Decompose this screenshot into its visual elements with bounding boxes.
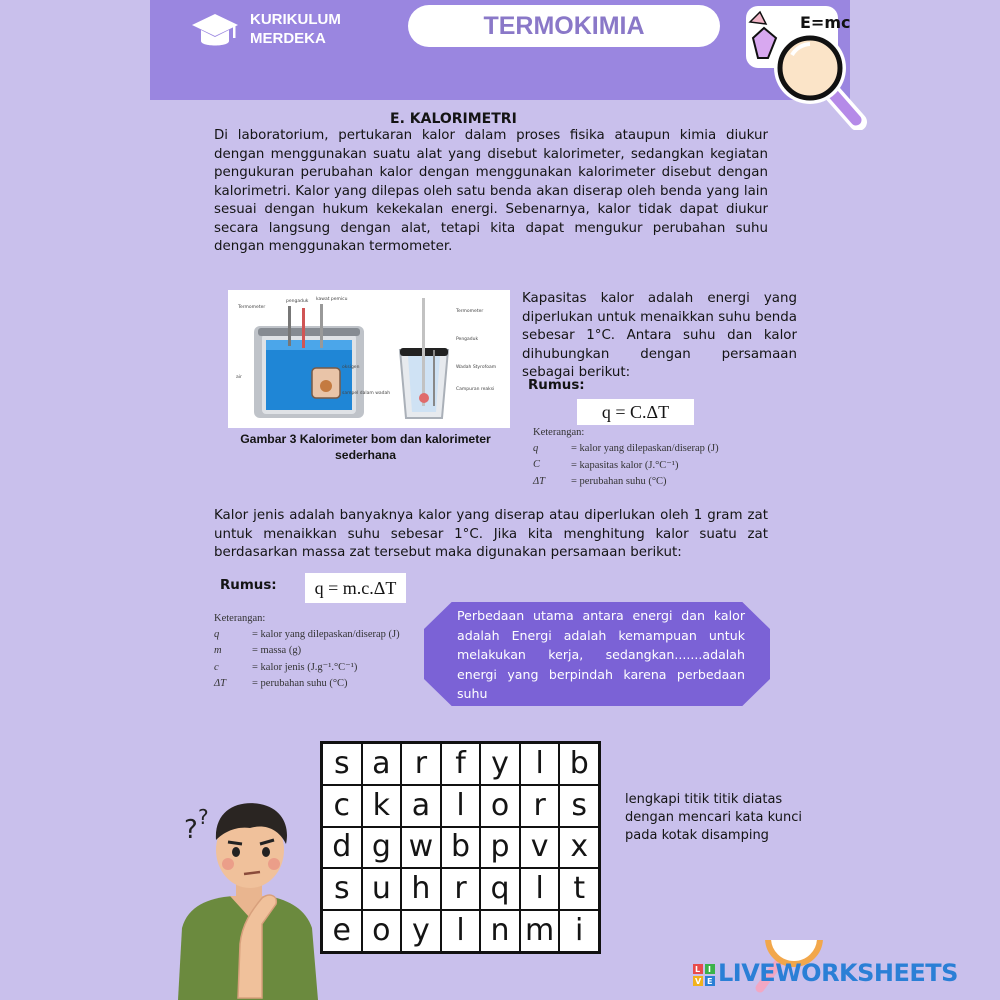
grid-cell[interactable]: a	[362, 743, 402, 785]
grid-cell[interactable]: h	[401, 868, 441, 910]
grid-cell[interactable]: f	[441, 743, 481, 785]
grid-cell[interactable]: l	[520, 743, 560, 785]
legend-description: = kalor yang dilepaskan/diserap (J)	[571, 442, 719, 454]
word-search-instruction: lengkapi titik titik diatas dengan mencari kata kunci pada kotak disamping	[625, 792, 803, 843]
brand-line-2: MERDEKA	[250, 30, 326, 47]
legend-symbol: ΔT	[533, 475, 546, 487]
grid-cell[interactable]: r	[401, 743, 441, 785]
liveworksheets-wordmark: LIVEWORKSHEETS	[718, 959, 958, 987]
brand-name	[250, 10, 341, 48]
legend-description: = massa (g)	[252, 645, 302, 657]
heat-capacity-paragraph: Kapasitas kalor adalah energi yang diperlukan untuk menaikkan suhu benda sebesar 1°C. Antara suhu dan kalor dihubungkan dengan persamaan sebagai berikut:	[522, 291, 797, 380]
section-title: E. KALORIMETRI	[390, 111, 517, 127]
specific-heat-legend	[214, 613, 400, 692]
legend-symbol: C	[533, 459, 541, 471]
figure-label: pengaduk	[286, 299, 309, 304]
grid-cell[interactable]: s	[322, 743, 362, 785]
intro-paragraph: Di laboratorium, pertukaran kalor dalam proses fisika ataupun kimia diukur dengan menggunakan suatu alat yang disebut kalorimeter, sedangkan kegiatan pengukuran perubahan kalor dengan menggunakan kalorimeter disebut dengan kalorimetri. Kalor yang dilepas oleh satu benda akan diserap oleh benda yang lain sesuai dengan hukum kekekalan energi. Sebenarnya, kalor tidak dapat diukur secara langsung dengan alat, tetapi kita dapat mengukur perubahan suhu dengan menggunakan termometer.	[214, 128, 768, 254]
formula-label: Rumus:	[528, 378, 585, 393]
grid-cell[interactable]: y	[480, 743, 520, 785]
legend-symbol: q	[533, 442, 539, 454]
heat-capacity-legend	[533, 427, 719, 490]
graduation-cap-icon	[190, 8, 240, 54]
grid-cell[interactable]: g	[362, 827, 402, 869]
logo-badge-letter: E	[707, 977, 713, 986]
question-callout-text: Perbedaan utama antara energi dan kalor adalah Energi adalah kemampuan untuk melakukan kerja, sedangkan.......adalah energi yang berpindah karena perbedaan suhu	[457, 608, 745, 701]
grid-cell[interactable]: b	[559, 743, 599, 785]
figure-label: Termometer	[456, 309, 484, 314]
grid-cell[interactable]: m	[520, 910, 560, 952]
figure-label: Wadah Styrofoam	[456, 365, 497, 370]
grid-cell[interactable]: o	[480, 785, 520, 827]
grid-cell[interactable]: s	[559, 785, 599, 827]
figure-label: air	[236, 375, 242, 380]
magnifier-sticker-icon	[728, 0, 878, 130]
grid-cell[interactable]: q	[480, 868, 520, 910]
grid-cell[interactable]: d	[322, 827, 362, 869]
grid-cell[interactable]: l	[520, 868, 560, 910]
legend-row	[214, 643, 400, 660]
logo-badge-letter: L	[695, 965, 701, 974]
legend-title: Keterangan:	[533, 427, 585, 438]
calorimeter-illustration	[228, 290, 510, 428]
grid-cell[interactable]: l	[441, 910, 481, 952]
legend-row	[533, 440, 719, 457]
legend-title: Keterangan:	[214, 613, 266, 624]
grid-cell[interactable]: n	[480, 910, 520, 952]
specific-heat-paragraph: Kalor jenis adalah banyaknya kalor yang diserap atau diperlukan oleh 1 gram zat untuk menaikkan suhu sebesar 1°C. Jika kita menghitung kalor suatu zat berdasarkan massa zat tersebut maka digunakan persamaan berikut:	[214, 508, 768, 560]
figure-label: Termometer	[238, 305, 266, 310]
grid-cell[interactable]: s	[322, 868, 362, 910]
grid-cell[interactable]: c	[322, 785, 362, 827]
grid-cell[interactable]: o	[362, 910, 402, 952]
grid-cell[interactable]: e	[322, 910, 362, 952]
grid-cell[interactable]: a	[401, 785, 441, 827]
legend-row	[214, 659, 400, 676]
figure-label: Pengaduk	[456, 337, 479, 342]
figure-label: oksigen	[342, 365, 360, 370]
grid-cell[interactable]: r	[520, 785, 560, 827]
grid-cell[interactable]: k	[362, 785, 402, 827]
legend-row	[214, 676, 400, 693]
question-mark-icon: ?	[184, 815, 198, 845]
sticker-text: E=mc	[800, 13, 851, 32]
legend-symbol: c	[214, 661, 219, 673]
formula-label: Rumus:	[220, 578, 277, 593]
figure-label: kawat pemicu	[316, 297, 348, 302]
grid-cell[interactable]: i	[559, 910, 599, 952]
legend-description: = kalor yang dilepaskan/diserap (J)	[252, 628, 400, 640]
grid-cell[interactable]: w	[401, 827, 441, 869]
grid-cell[interactable]: t	[559, 868, 599, 910]
logo-badge-letter: I	[708, 965, 711, 974]
specific-heat-formula: q = m.c.ΔT	[305, 573, 406, 603]
page-title: TERMOKIMIA	[408, 5, 720, 47]
grid-cell[interactable]: x	[559, 827, 599, 869]
grid-cell[interactable]: r	[441, 868, 481, 910]
thinking-person-illustration	[178, 798, 328, 1000]
legend-row	[214, 626, 400, 643]
heat-capacity-formula: q = C.ΔT	[577, 399, 694, 425]
legend-symbol: m	[214, 645, 222, 657]
legend-symbol: ΔT	[214, 678, 227, 690]
word-search-grid	[320, 741, 601, 954]
calorimeter-figure	[228, 290, 510, 428]
legend-symbol: q	[214, 628, 220, 640]
legend-row	[533, 473, 719, 490]
legend-row	[533, 457, 719, 474]
legend-description: = perubahan suhu (°C)	[252, 678, 348, 690]
grid-cell[interactable]: l	[441, 785, 481, 827]
grid-cell[interactable]: y	[401, 910, 441, 952]
question-mark-icon: ?	[198, 805, 209, 829]
grid-cell[interactable]: u	[362, 868, 402, 910]
logo-badge-letter: V	[695, 977, 702, 986]
figure-label: sampel dalam wadah	[342, 391, 391, 396]
grid-cell[interactable]: b	[441, 827, 481, 869]
legend-description: = kapasitas kalor (J.°C⁻¹)	[571, 459, 679, 471]
figure-caption: Gambar 3 Kalorimeter bom dan kalorimeter sederhana	[240, 432, 491, 462]
legend-description: = kalor jenis (J.g⁻¹.°C⁻¹)	[252, 662, 358, 674]
grid-cell[interactable]: p	[480, 827, 520, 869]
legend-description: = perubahan suhu (°C)	[571, 475, 667, 487]
grid-cell[interactable]: v	[520, 827, 560, 869]
brand-line-1: KURIKULUM	[250, 11, 341, 28]
figure-label: Campuran reaksi	[456, 387, 495, 392]
